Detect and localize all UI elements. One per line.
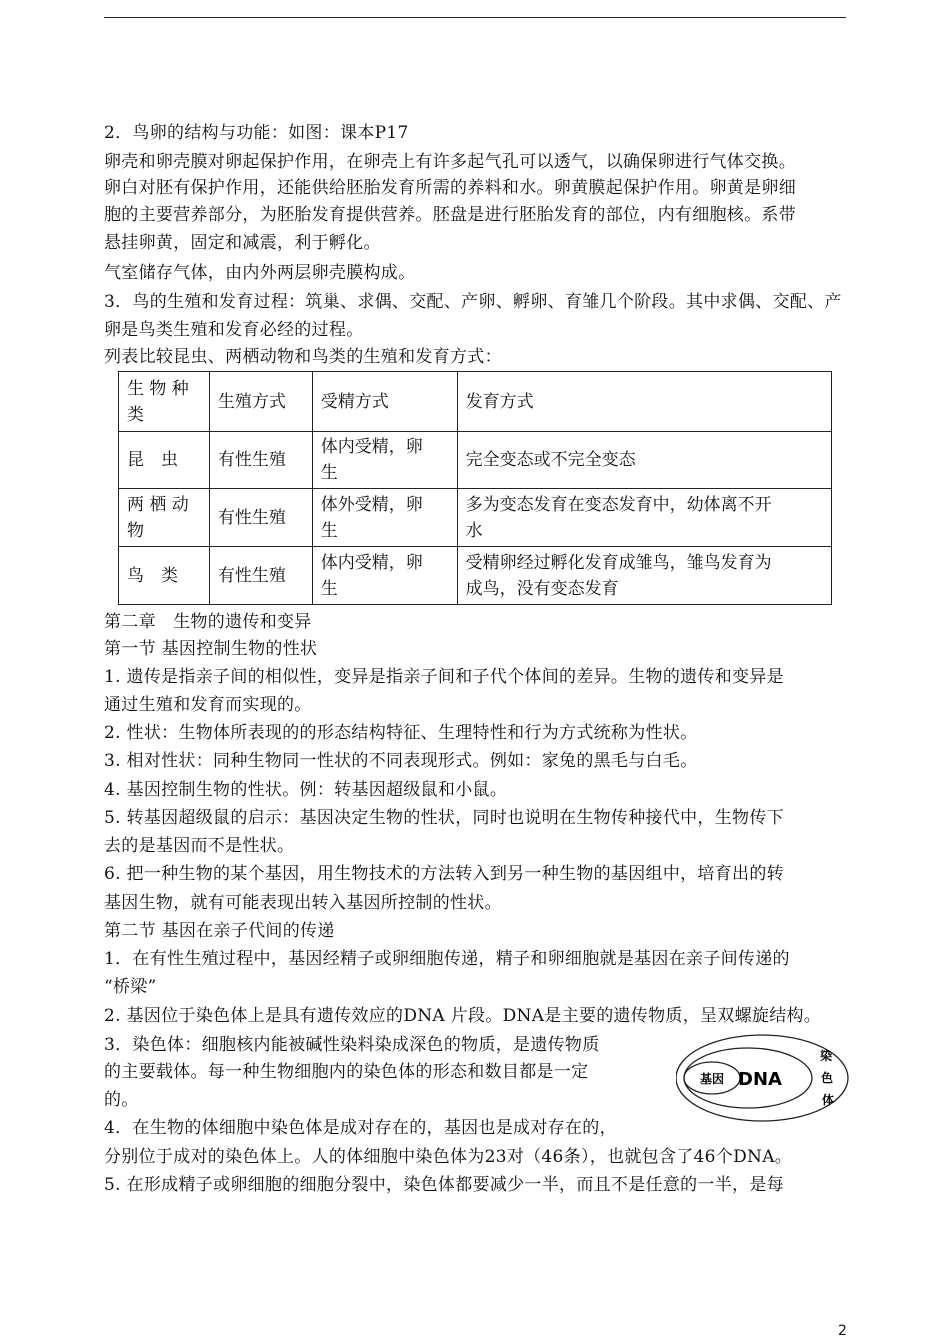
text-line: 去的是基因而不是性状。 <box>104 836 295 856</box>
text-line: 2. 基因位于染色体上是具有遗传效应的DNA 片段。DNA是主要的遗传物质，呈双螺旋结构。 <box>104 1006 822 1026</box>
text-line: 3．染色体：细胞核内能被碱性染料染成深色的物质，是遗传物质 <box>104 1035 600 1055</box>
table-cell: 生 物 种 类 <box>119 372 210 432</box>
text-line: 卵白对胚有保护作用，还能供给胚胎发育所需的养料和水。卵黄膜起保护作用。卵黄是卵细 <box>104 178 796 198</box>
section-heading: 第一节 基因控制生物的性状 <box>104 639 318 659</box>
text-line: 卵壳和卵壳膜对卵起保护作用，在卵壳上有许多起气孔可以透气，以确保卵进行气体交换。 <box>104 152 796 172</box>
table-row <box>119 432 832 489</box>
table-header-row <box>119 372 832 432</box>
page-number: 2 <box>838 1323 847 1339</box>
chapter-heading: 第二章 生物的遗传和变异 <box>104 612 312 632</box>
table-cell: 鸟 类 <box>119 547 210 605</box>
text-line: 的主要载体。每一种生物细胞内的染色体的形态和数目都是一定 <box>104 1062 589 1082</box>
text-line: 气室储存气体，由内外两层卵壳膜构成。 <box>104 263 416 283</box>
table-cell: 多为变态发育在变态发育中，幼体离不开 水 <box>457 489 831 547</box>
table-cell: 体外受精，卵 生 <box>312 489 457 547</box>
table-cell: 体内受精，卵 生 <box>312 432 457 489</box>
text-line: “桥梁” <box>104 977 157 997</box>
text-line: 3. 相对性状：同种生物同一性状的不同表现形式。例如：家兔的黑毛与白毛。 <box>104 751 698 771</box>
text-line: 胞的主要营养部分，为胚胎发育提供营养。胚盘是进行胚胎发育的部位，内有细胞核。系带 <box>104 205 796 225</box>
chromosome-label: 体 <box>821 1093 835 1107</box>
text-line: 分别位于成对的染色体上。人的体细胞中染色体为23对（46条），也就包含了46个DNA。 <box>104 1147 793 1167</box>
text-line: 2．鸟卵的结构与功能：如图：课本P17 <box>104 123 409 143</box>
text-line: 的。 <box>104 1090 139 1110</box>
header-rule <box>104 17 846 18</box>
text-line: 基因生物，就有可能表现出转入基因所控制的性状。 <box>104 893 502 913</box>
dna-label: DNA <box>738 1069 782 1090</box>
table-cell: 两 栖 动 物 <box>119 489 210 547</box>
table-cell: 完全变态或不完全变态 <box>457 432 831 489</box>
table-cell: 生殖方式 <box>209 372 312 432</box>
table-cell: 昆 虫 <box>119 432 210 489</box>
text-line: 5. 在形成精子或卵细胞的细胞分裂中，染色体都要减少一半，而且不是任意的一半，是每 <box>104 1175 784 1195</box>
text-line: 通过生殖和发育而实现的。 <box>104 695 312 715</box>
table-cell: 有性生殖 <box>209 432 312 489</box>
table-cell: 发育方式 <box>457 372 831 432</box>
table-cell: 有性生殖 <box>209 547 312 605</box>
gene-label: 基因 <box>699 1072 725 1086</box>
table-cell: 受精卵经过孵化发育成雏鸟，雏鸟发育为 成鸟，没有变态发育 <box>457 547 831 605</box>
text-line: 4．在生物的体细胞中染色体是成对存在的，基因也是成对存在的， <box>104 1118 617 1138</box>
chromosome-label: 染 <box>819 1049 833 1063</box>
text-line: 悬挂卵黄，固定和减震，利于孵化。 <box>104 233 381 253</box>
table-cell: 受精方式 <box>312 372 457 432</box>
chromosome-dna-gene-diagram <box>676 1032 856 1124</box>
text-line: 4. 基因控制生物的性状。例：转基因超级鼠和小鼠。 <box>104 780 508 800</box>
text-line: 列表比较昆虫、两栖动物和鸟类的生殖和发育方式： <box>104 347 502 367</box>
chromosome-label: 色 <box>820 1071 834 1085</box>
text-line: 卵是鸟类生殖和发育必经的过程。 <box>104 320 364 340</box>
text-line: 2. 性状：生物体所表现的的形态结构特征、生理特性和行为方式统称为性状。 <box>104 723 698 743</box>
text-line: 5. 转基因超级鼠的启示：基因决定生物的性状，同时也说明在生物传种接代中，生物传下 <box>104 808 784 828</box>
table-cell: 体内受精，卵 生 <box>312 547 457 605</box>
table-row <box>119 489 832 547</box>
text-line: 1．在有性生殖过程中，基因经精子或卵细胞传递，精子和卵细胞就是基因在亲子间传递的 <box>104 949 790 969</box>
table-row <box>119 547 832 605</box>
text-line: 1. 遗传是指亲子间的相似性，变异是指亲子间和子代个体间的差异。生物的遗传和变异是 <box>104 667 784 687</box>
section-heading: 第二节 基因在亲子代间的传递 <box>104 921 335 941</box>
table-cell: 有性生殖 <box>209 489 312 547</box>
text-line: 3．鸟的生殖和发育过程：筑巢、求偶、交配、产卵、孵卵、育雏几个阶段。其中求偶、交配、产 <box>104 292 842 312</box>
text-line: 6. 把一种生物的某个基因，用生物技术的方法转入到另一种生物的基因组中，培育出的转 <box>104 864 784 884</box>
comparison-table <box>118 371 832 605</box>
